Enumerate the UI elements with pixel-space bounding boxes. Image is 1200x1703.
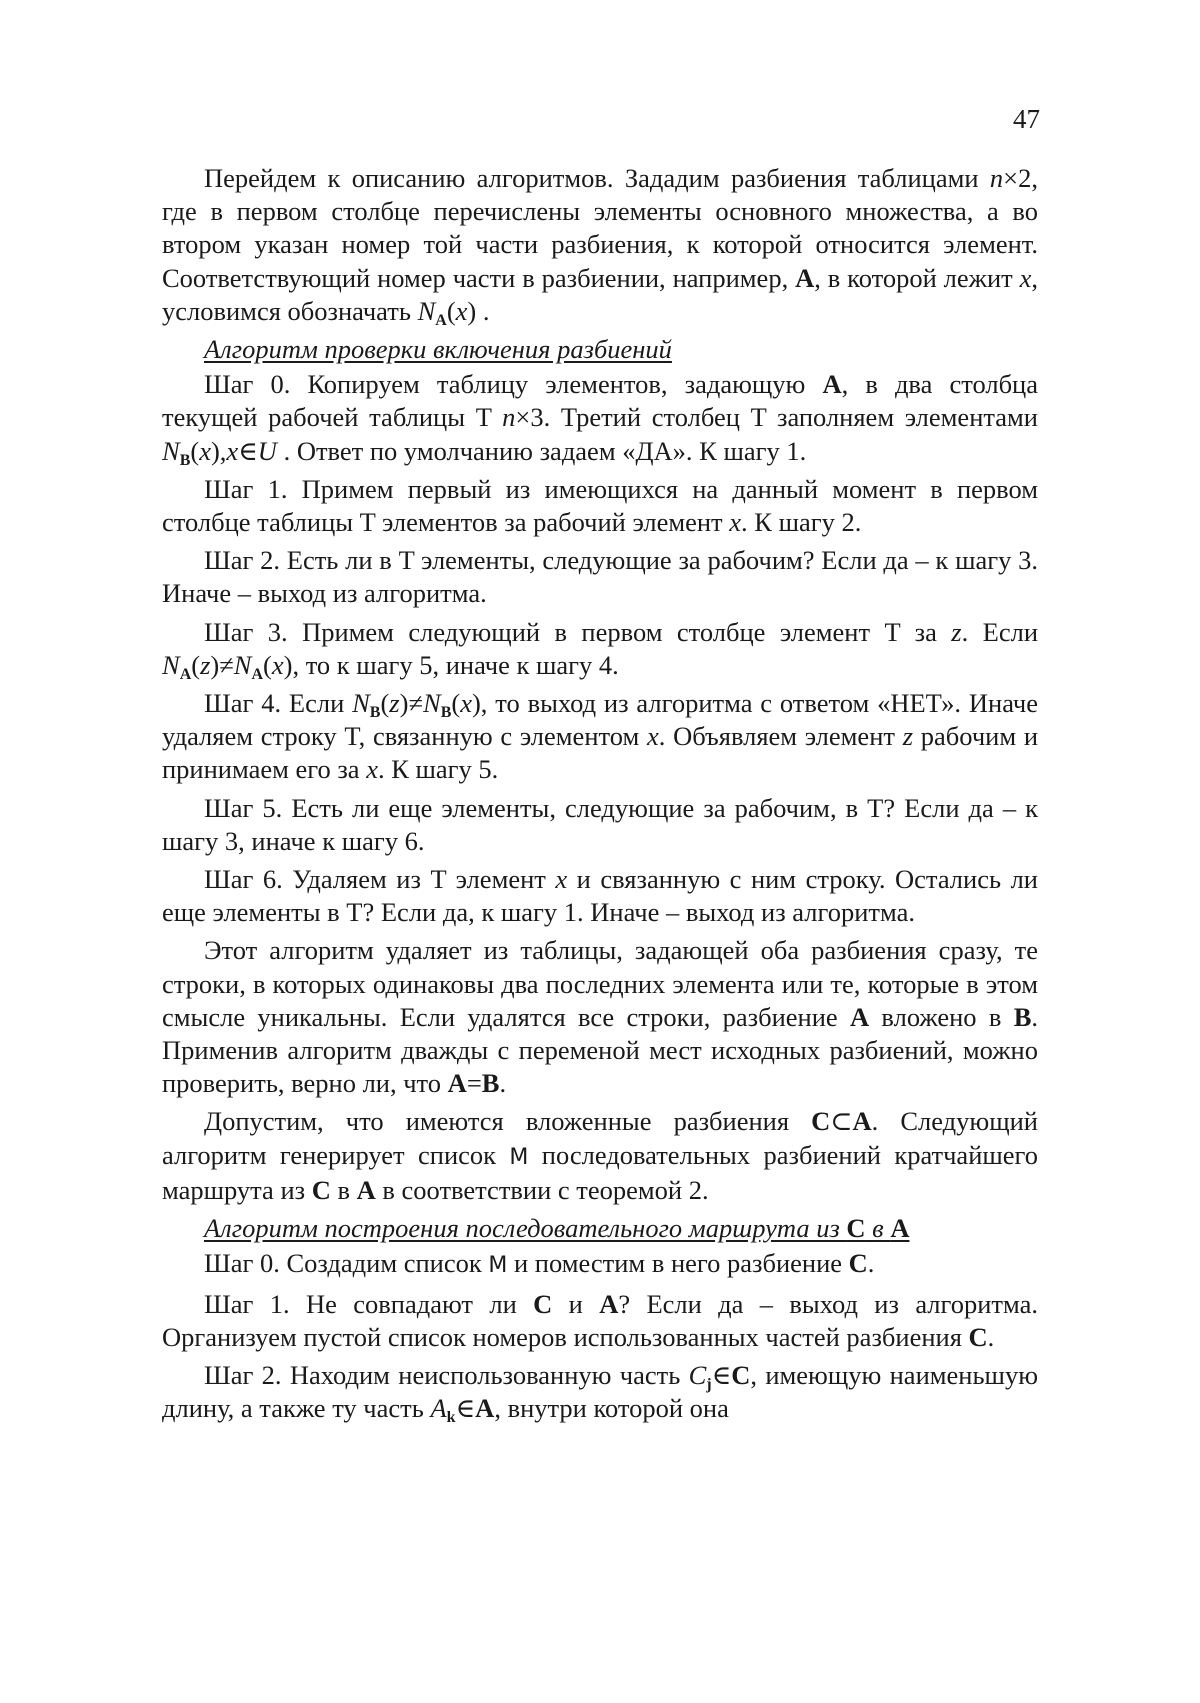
text-f: M [488, 1253, 508, 1279]
text-m: ×3 [515, 402, 544, 433]
text-m: )≠ [210, 649, 234, 680]
text-sub: A [251, 665, 264, 683]
text-i: x [226, 435, 239, 466]
text-run: . [867, 1248, 875, 1279]
text-run: . [476, 295, 490, 326]
text-i: x [199, 435, 211, 466]
text-run: в [330, 1174, 357, 1205]
text-run: . Ответ по умолчанию задаем «ДА». К шагу 1. [276, 435, 807, 466]
paragraph [162, 687, 1038, 787]
text-i: x [729, 507, 742, 538]
text-u: Алгоритм построения последовательного маршрута из [204, 1213, 847, 1244]
text-m: ( [190, 435, 200, 466]
section-heading [162, 1212, 1038, 1245]
text-i: x [646, 721, 659, 752]
text-run: ? Если да – выход из алгоритма. Организуем пустой список номеров использованных частей разбиения [162, 1288, 1038, 1352]
text-m: ×2 [1003, 163, 1032, 193]
paragraph [162, 1288, 1038, 1354]
text-b: A [795, 262, 815, 293]
text-b: A [599, 1288, 619, 1319]
paragraph [162, 1105, 1038, 1207]
text-m: ( [446, 295, 456, 326]
text-run: . Третий столбец T заполняем элементами [543, 402, 1038, 433]
paragraph [162, 616, 1038, 682]
text-m: ∈ [455, 1393, 476, 1424]
text-run: Шаг 6. Удаляем из T элемент [204, 864, 556, 895]
text-i: C [688, 1359, 707, 1390]
text-i: z [389, 688, 400, 719]
text-m: = [466, 1068, 482, 1099]
text-i: N [417, 295, 436, 326]
text-b: A [822, 369, 842, 400]
text-i: x [555, 864, 568, 895]
text-run: последовательных разбиений кратчайшего маршрута из [162, 1139, 1038, 1205]
text-run: Шаг 1. Примем первый из имеющихся на данный момент в первом столбце таблицы T элементов за рабочий элемент [162, 473, 1038, 538]
text-run: , внутри которой она [494, 1393, 729, 1424]
text-run: в соответствии с теоремой 2. [375, 1174, 709, 1205]
text-run: , имеющую наименьшую длину, а также ту часть [162, 1359, 1038, 1424]
text-i: x [455, 295, 468, 326]
text-b: A [849, 1001, 870, 1032]
text-run: . Следующий алгоритм генерирует список [162, 1106, 1038, 1170]
text-b: C [533, 1288, 553, 1319]
text-i: n [502, 402, 516, 433]
text-b: A [475, 1393, 495, 1424]
text-run: . Объявляем элемент [658, 721, 903, 752]
text-i: z [200, 649, 211, 680]
text-run: рабочим и принимаем его за [162, 721, 1039, 785]
paragraph [162, 368, 1038, 468]
text-u: Алгоритм проверки включения разбиений [204, 334, 672, 365]
text-m: ⊂ [830, 1106, 853, 1137]
text-run: . [987, 1321, 995, 1352]
text-run: Шаг 4. Если [204, 688, 353, 719]
text-sub: A [435, 311, 447, 329]
text-b: C [731, 1359, 751, 1390]
text-i: n [989, 163, 1004, 193]
text-i: U [257, 435, 277, 466]
text-i: z [951, 616, 962, 647]
paragraph [162, 473, 1038, 539]
text-m: ) [283, 649, 293, 680]
text-run: . [499, 1068, 507, 1099]
text-run: Шаг 3. Примем следующий в первом столбце элемент T за [204, 616, 952, 647]
text-run: Перейдем к описанию алгоритмов. Зададим разбиения таблицами [204, 163, 990, 193]
text-run: Шаг 0. Создадим список [204, 1248, 489, 1279]
text-i: A [430, 1393, 447, 1424]
text-i: x [271, 649, 284, 680]
text-i: N [423, 688, 441, 719]
text-sub: j [706, 1375, 712, 1393]
text-b: B [1013, 1001, 1032, 1032]
paragraph [162, 792, 1038, 858]
text-run: и связанную с ним строку. Остались ли еще элементы в T? Если да, к шагу 1. Иначе – выход из алгоритма. [162, 864, 1038, 928]
text-b: C [311, 1174, 331, 1205]
text-run: Шаг 1. Не совпадают ли [204, 1288, 534, 1319]
text-i: z [902, 721, 914, 752]
text-run: . Применив алгоритм дважды с переменой мест исходных разбиений, можно проверить, верно ли, что [162, 1001, 1038, 1099]
text-sub: k [446, 1409, 456, 1427]
text-run: , то к шагу 5, иначе к шагу 4. [292, 649, 619, 680]
text-run: , в которой лежит [814, 262, 1020, 293]
text-run: , в два столбца текущей рабочей таблицы T [162, 369, 1039, 433]
text-run: . Если [961, 616, 1038, 647]
text-m: ∈ [238, 435, 258, 466]
text-b: A [356, 1174, 376, 1205]
text-b: A [852, 1106, 872, 1137]
text-f: M [509, 1144, 529, 1170]
text-i: N [233, 649, 252, 680]
section-heading [162, 333, 1038, 366]
text-run: Допустим, что имеются вложенные разбиения [204, 1106, 812, 1137]
paragraph [162, 1247, 1038, 1282]
text-m: )≠ [399, 688, 423, 719]
text-run: Шаг 2. Находим неиспользованную часть [204, 1359, 689, 1390]
text-b: C [811, 1106, 831, 1137]
text-run: , где в первом столбце перечислены элементы основного множества, а во втором указан номер той части разбиения, к которой относится элемент. Соответствующий номер части в разбиении, например, [162, 163, 1038, 293]
text-run: Шаг 2. Есть ли в T элементы, следующие за рабочим? Если да – к шагу 3. Иначе – выход из алгоритма. [162, 545, 1038, 609]
text-ub: C [846, 1213, 866, 1244]
text-i: N [162, 435, 180, 466]
text-i: N [352, 688, 370, 719]
text-m: ) [467, 295, 477, 326]
text-b: C [848, 1248, 868, 1279]
text-i: N [162, 649, 180, 680]
text-m: ( [451, 688, 461, 719]
page-number: 47 [1013, 104, 1040, 134]
text-i: x [460, 688, 472, 719]
text-run: , условимся обозначать [162, 262, 1038, 326]
paragraph [162, 863, 1038, 929]
text-m: ), [210, 435, 227, 466]
text-ub: A [890, 1213, 910, 1244]
text-b: B [481, 1068, 500, 1099]
text-m: ) [471, 688, 481, 719]
text-run: Шаг 5. Есть ли еще элементы, следующие за рабочим, в T? Если да – к шагу 3, иначе к шагу 6. [162, 792, 1038, 856]
text-sub: B [440, 704, 452, 722]
paragraph [162, 1359, 1038, 1425]
text-u: в [865, 1213, 891, 1244]
text-m: ∈ [711, 1359, 732, 1390]
body-text [162, 162, 1038, 1430]
text-i: x [366, 754, 378, 785]
paragraph [162, 544, 1038, 610]
text-run: . К шагу 5. [377, 754, 499, 785]
paragraph [162, 162, 1038, 328]
text-run: и [552, 1288, 600, 1319]
text-run: вложено в [869, 1001, 1014, 1032]
text-m: ( [380, 688, 390, 719]
text-m: ( [191, 649, 201, 680]
text-sub: B [369, 704, 381, 722]
text-b: A [447, 1068, 467, 1099]
text-sub: B [179, 451, 191, 469]
text-run: и поместим в него разбиение [507, 1248, 849, 1279]
text-run: . К шагу 2. [741, 507, 862, 538]
paragraph [162, 934, 1038, 1100]
text-b: C [968, 1321, 988, 1352]
text-sub: A [179, 665, 192, 683]
text-run: Этот алгоритм удаляет из таблицы, задающей оба разбиения сразу, те строки, в которых одинаковы два последних элемента или те, которые в этом смысле уникальны. Если удалятся все строки, разбиение [162, 935, 1038, 1032]
text-run: Шаг 0. Копируем таблицу элементов, задающую [204, 369, 823, 400]
text-i: x [1019, 262, 1032, 293]
text-m: ( [263, 649, 272, 680]
text-run: , то выход из алгоритма с ответом «НЕТ». Иначе удаляем строку T, связанную с элементом [162, 688, 1038, 752]
